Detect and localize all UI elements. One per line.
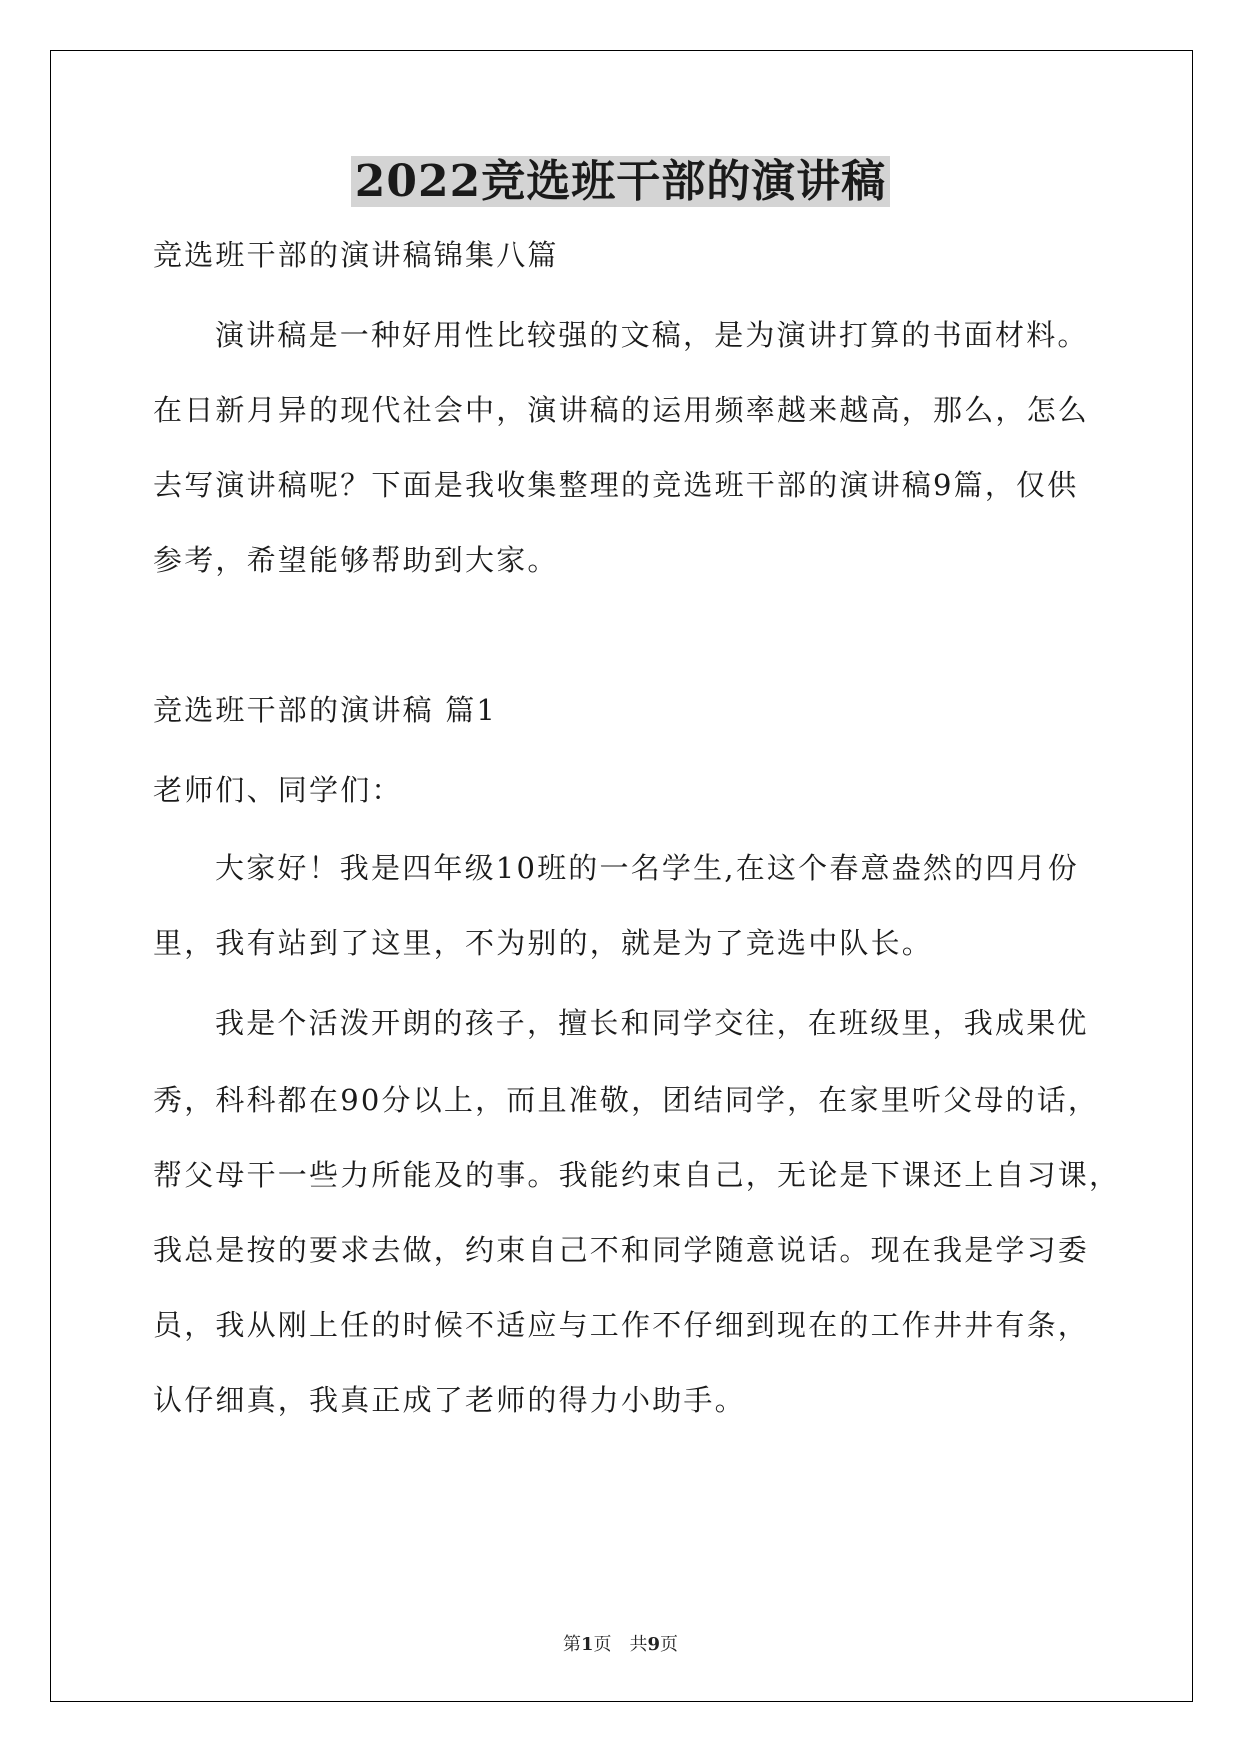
intro-line: 演讲稿是一种好用性比较强的文稿，是为演讲打算的书面材料。 <box>215 318 1089 352</box>
paragraph-line: 秀，科科都在90分以上，而且准敬，团结同学，在家里听父母的话， <box>153 1083 1100 1117</box>
paragraph-line: 里，我有站到了这里，不为别的，就是为了竞选中队长。 <box>153 926 934 960</box>
document-title-text: 2022竞选班干部的演讲稿 <box>351 156 890 207</box>
footer-suffix: 页 <box>660 1634 679 1655</box>
paragraph-line: 大家好！我是四年级10班的一名学生,在这个春意盎然的四月份 <box>215 851 1079 885</box>
footer-current-page: 1 <box>580 1634 594 1655</box>
paragraph-line: 我是个活泼开朗的孩子，擅长和同学交往，在班级里，我成果优 <box>215 1006 1089 1040</box>
footer-mid: 页 共 <box>593 1634 648 1655</box>
paragraph-line: 帮父母干一些力所能及的事。我能约束自己，无论是下课还上自习课， <box>153 1158 1121 1192</box>
section-heading: 竞选班干部的演讲稿 篇1 <box>153 693 498 727</box>
salutation: 老师们、同学们： <box>153 773 403 807</box>
footer-prefix: 第 <box>562 1634 581 1655</box>
intro-line: 参考，希望能够帮助到大家。 <box>153 543 559 577</box>
page-footer <box>0 1630 1241 1656</box>
footer-total-pages: 9 <box>647 1634 661 1655</box>
paragraph-line: 我总是按的要求去做，约束自己不和同学随意说话。现在我是学习委 <box>153 1233 1090 1267</box>
intro-line: 在日新月异的现代社会中，演讲稿的运用频率越来越高，那么，怎么 <box>153 393 1090 427</box>
intro-line: 去写演讲稿呢？下面是我收集整理的竞选班干部的演讲稿9篇，仅供 <box>153 468 1079 502</box>
document-title <box>0 152 1241 212</box>
paragraph-line: 员，我从刚上任的时候不适应与工作不仔细到现在的工作井井有条， <box>153 1308 1090 1342</box>
paragraph-line: 认仔细真，我真正成了老师的得力小助手。 <box>153 1383 746 1417</box>
document-subtitle: 竞选班干部的演讲稿锦集八篇 <box>153 238 559 272</box>
